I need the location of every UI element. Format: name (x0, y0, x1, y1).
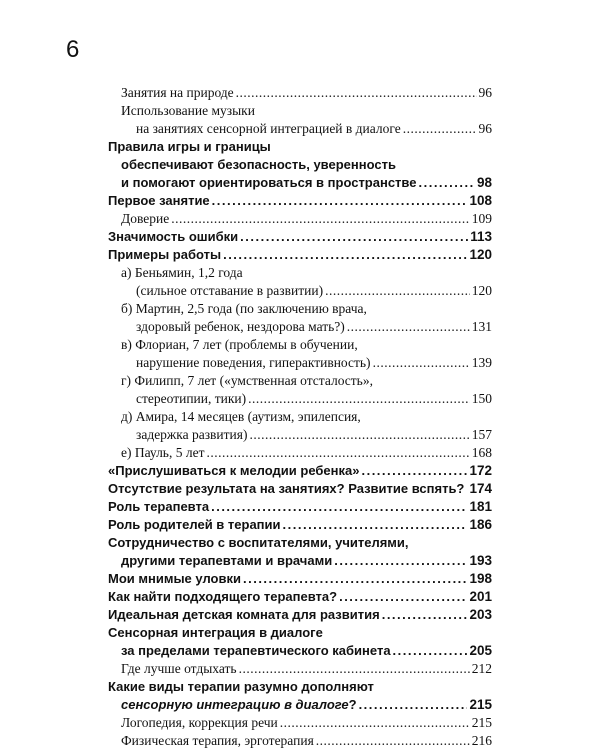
toc-leader-dots (403, 120, 477, 138)
toc-entry (108, 462, 492, 480)
toc-entry (108, 642, 492, 660)
toc-leader-dots (418, 174, 474, 192)
toc-entry-title: Правила игры и границы (108, 139, 271, 154)
toc-entry (108, 282, 492, 300)
toc-entry-title: е) Пауль, 5 лет (121, 445, 205, 460)
toc-entry (108, 174, 492, 192)
toc-leader-dots (359, 696, 468, 714)
toc-entry (108, 246, 492, 264)
toc-entry-title: (сильное отставание в развитии) (136, 283, 324, 298)
toc-entry (108, 624, 492, 642)
toc-leader-dots (243, 570, 467, 588)
toc-entry-title: сенсорную интеграцию в диалоге? (121, 697, 357, 712)
toc-entry-page: 120 (471, 283, 492, 298)
toc-entry-title: а) Беньямин, 1,2 года (121, 265, 243, 280)
toc-entry (108, 714, 492, 732)
toc-entry-page: 109 (471, 211, 492, 226)
toc-entry (108, 426, 492, 444)
toc-entry-title: здоровый ребенок, нездорова мать?) (136, 319, 345, 334)
toc-entry (108, 372, 492, 390)
toc-entry (108, 228, 492, 246)
toc-entry (108, 678, 492, 696)
toc-entry-page: 172 (469, 463, 492, 478)
toc-leader-dots (339, 588, 467, 606)
toc-leader-dots (239, 660, 470, 678)
toc-entry-title: другими терапевтами и врачами (121, 553, 333, 568)
toc-entry-title: задержка развития) (136, 427, 248, 442)
toc-entry-title: Занятия на природе (121, 85, 234, 100)
toc-entry-title: Где лучше отдыхать (121, 661, 237, 676)
toc-entry-title: обеспечивают безопасность, уверенность (121, 157, 396, 172)
toc-entry-page: 150 (471, 391, 492, 406)
page-number: 6 (66, 36, 80, 63)
toc-entry (108, 480, 492, 498)
toc-leader-dots (347, 318, 470, 336)
toc-entry-page: 186 (469, 517, 492, 532)
toc-entry-page: 215 (471, 715, 492, 730)
toc-entry-title: Примеры работы (108, 247, 222, 262)
toc-entry-page: 98 (476, 175, 492, 190)
toc-leader-dots (382, 606, 468, 624)
toc-entry (108, 300, 492, 318)
toc-entry-title: в) Флориан, 7 лет (проблемы в обучении, (121, 337, 358, 352)
toc-entry (108, 192, 492, 210)
toc-entry-page: 203 (469, 607, 492, 622)
toc-entry-title: Как найти подходящего терапевта? (108, 589, 338, 604)
toc-entry-page: 108 (469, 193, 492, 208)
toc-leader-dots (236, 84, 477, 102)
toc-entry (108, 570, 492, 588)
toc-leader-dots (316, 732, 470, 750)
toc-entry (108, 336, 492, 354)
toc-entry-title: г) Филипп, 7 лет («умственная отсталость», (121, 373, 373, 388)
toc-entry (108, 120, 492, 138)
toc-entry (108, 264, 492, 282)
toc-leader-dots (206, 444, 469, 462)
toc-entry-page: 212 (471, 661, 492, 676)
toc-leader-dots (393, 642, 468, 660)
toc-leader-dots (466, 480, 467, 498)
toc-entry-title: Физическая терапия, эрготерапия (121, 733, 314, 748)
table-of-contents (108, 84, 492, 750)
toc-leader-dots (280, 714, 470, 732)
toc-entry-title: Сотрудничество с воспитателями, учителями, (108, 535, 409, 550)
toc-entry-title: Отсутствие результата на занятиях? Развитие вспять? (108, 481, 465, 496)
toc-entry-page: 96 (478, 85, 492, 100)
toc-entry-title: и помогают ориентироваться в пространстве (121, 175, 417, 190)
toc-entry-title: Какие виды терапии разумно дополняют (108, 679, 374, 694)
toc-leader-dots (248, 390, 470, 408)
toc-entry (108, 498, 492, 516)
toc-leader-dots (212, 192, 468, 210)
toc-entry-page: 201 (469, 589, 492, 604)
toc-entry (108, 354, 492, 372)
toc-entry-title: «Прислушиваться к мелодии ребенка» (108, 463, 360, 478)
toc-entry (108, 606, 492, 624)
toc-entry-title: Использование музыки (121, 103, 255, 118)
toc-entry (108, 588, 492, 606)
toc-entry (108, 210, 492, 228)
toc-entry-title: Значимость ошибки (108, 229, 239, 244)
toc-leader-dots (223, 246, 467, 264)
toc-entry (108, 444, 492, 462)
toc-entry (108, 390, 492, 408)
toc-entry-page: 96 (478, 121, 492, 136)
toc-entry-title: на занятиях сенсорной интеграцией в диалоге (136, 121, 401, 136)
toc-entry-page: 198 (469, 571, 492, 586)
toc-entry-page: 215 (469, 697, 492, 712)
toc-entry-title: Идеальная детская комната для развития (108, 607, 380, 622)
toc-entry (108, 534, 492, 552)
toc-entry-title: стереотипии, тики) (136, 391, 247, 406)
toc-leader-dots (250, 426, 470, 444)
toc-entry (108, 138, 492, 156)
toc-entry-title: Роль родителей в терапии (108, 517, 281, 532)
toc-entry-title-italic: сенсорную интеграцию в диалоге (121, 697, 349, 712)
toc-entry-page: 205 (469, 643, 492, 658)
toc-entry-page: 193 (469, 553, 492, 568)
toc-leader-dots (361, 462, 467, 480)
toc-leader-dots (283, 516, 468, 534)
toc-entry-title: Доверие (121, 211, 170, 226)
toc-entry-page: 216 (471, 733, 492, 748)
toc-entry-page: 157 (471, 427, 492, 442)
toc-entry-page: 113 (470, 229, 492, 244)
toc-leader-dots (325, 282, 470, 300)
toc-entry-title: Логопедия, коррекция речи (121, 715, 278, 730)
toc-leader-dots (373, 354, 470, 372)
toc-entry (108, 84, 492, 102)
toc-entry-title: б) Мартин, 2,5 года (по заключению врача, (121, 301, 367, 316)
toc-entry (108, 732, 492, 750)
toc-entry-title: Сенсорная интеграция в диалоге (108, 625, 323, 640)
toc-entry (108, 318, 492, 336)
toc-entry-page: 120 (469, 247, 492, 262)
toc-entry (108, 660, 492, 678)
toc-leader-dots (171, 210, 470, 228)
toc-entry-page: 181 (469, 499, 492, 514)
toc-entry (108, 552, 492, 570)
toc-leader-dots (211, 498, 467, 516)
toc-entry (108, 102, 492, 120)
toc-entry-title: д) Амира, 14 месяцев (аутизм, эпилепсия, (121, 409, 361, 424)
toc-entry-title: Роль терапевта (108, 499, 210, 514)
toc-entry (108, 156, 492, 174)
toc-entry-title: Первое занятие (108, 193, 210, 208)
toc-leader-dots (334, 552, 467, 570)
toc-entry-page: 174 (469, 481, 492, 496)
toc-entry (108, 696, 492, 714)
toc-entry-page: 168 (471, 445, 492, 460)
toc-entry-title: Мои мнимые уловки (108, 571, 241, 586)
toc-entry-title: нарушение поведения, гиперактивность) (136, 355, 371, 370)
toc-entry (108, 516, 492, 534)
toc-leader-dots (240, 228, 468, 246)
toc-entry (108, 408, 492, 426)
toc-entry-page: 139 (471, 355, 492, 370)
toc-entry-page: 131 (471, 319, 492, 334)
toc-entry-title: за пределами терапевтического кабинета (121, 643, 391, 658)
